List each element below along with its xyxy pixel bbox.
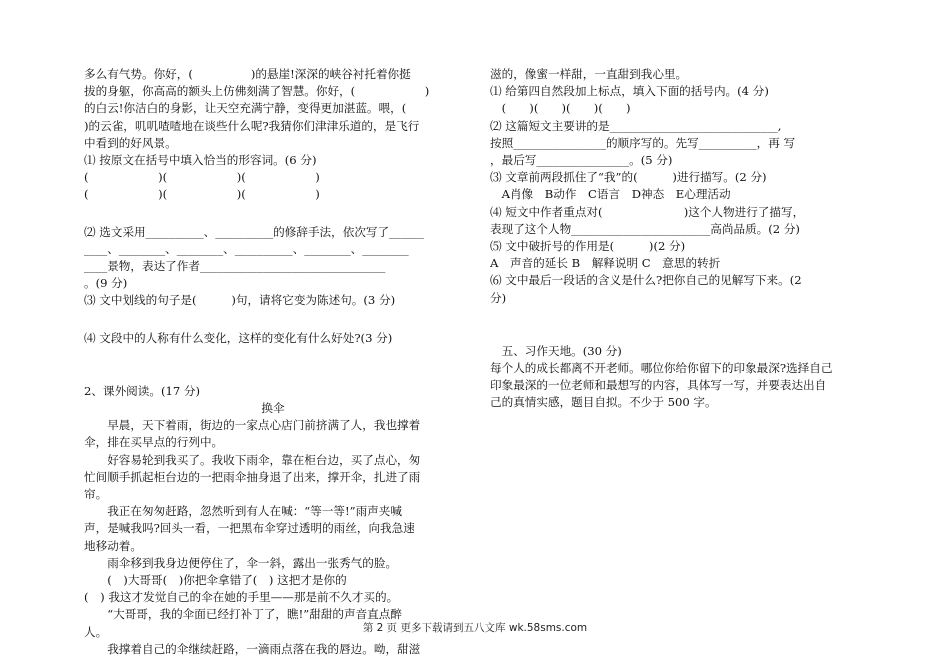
question-2-line: 。(9 分) [84, 276, 128, 291]
text-line: 滋的，像蜜一样甜，一直甜到我心里。 [490, 67, 688, 81]
story-line: 帘。 [84, 487, 108, 502]
story-line: 忙间顺手抓起柜台边的一把雨伞抽身退了出来，撑开伞，扎进了雨 [84, 469, 421, 484]
options-line: A肖像 B动作 C语言 D神态 E心理活动 [490, 187, 731, 202]
text-line: )的云雀，叽叽喳喳地在谈些什么呢?我猜你们津津乐道的，是飞行 [84, 118, 420, 133]
text-line: 多么有气势。你好，( )的悬崖!深深的峡谷衬托着你挺 [84, 67, 411, 81]
question-2-line: ____、________、________、__________、________、________ [84, 241, 409, 256]
essay-line: 己的真情实感，题目自拟。不少于 500 字。 [490, 395, 717, 410]
story-line: 地移动着。 [84, 538, 142, 553]
section-heading: 2、课外阅读。(17 分) [84, 383, 201, 398]
story-title: 换伞 [261, 401, 285, 416]
story-line: ( )大哥哥( )你把伞拿错了( ) 这把才是你的 [84, 573, 347, 588]
question-1: ⑴ 给第四自然段加上标点，填入下面的括号内。(4 分) [490, 84, 769, 99]
story-line: 人。 [84, 624, 108, 639]
essay-line: 每个人的成长都离不开老师。哪位你给你留下的印象最深?选择自己 [490, 361, 833, 376]
text-line: 中看到的好风景。 [84, 135, 177, 150]
question-3: ⑶ 文中划线的句子是( )句，请将它变为陈述句。(3 分) [84, 293, 396, 308]
options-line: A 声音的延长 B 解释说明 C 意思的转折 [490, 256, 721, 271]
story-line: 伞，排在买早点的行列中。 [84, 435, 224, 450]
question-6: ⑹ 文中最后一段话的含义是什么?把你自己的见解写下来。(2 [490, 273, 802, 288]
question-5: ⑸ 文中破折号的作用是( )(2 分) [490, 239, 686, 254]
question-2: ⑵ 选文采用__________、__________的修辞手法，依次写了______ [84, 224, 424, 239]
page-footer: 第 2 页 更多下载请到五八文库 wk.58sms.com [362, 622, 588, 634]
question-2-line: 按照________________的顺序写的。先写__________，再 写 [490, 135, 796, 150]
story-line: “大哥哥，我的伞面已经打补丁了，瞧!”甜甜的声音直点醉 [84, 607, 402, 622]
answer-blanks: ( )( )( )( ) [490, 101, 631, 116]
answer-blanks: ( )( )( ) [84, 187, 320, 202]
text-line: 拔的身躯，你高高的额头上仿佛刻满了智慧。你好，( ) [84, 84, 430, 99]
question-3: ⑶ 文章前两段抓住了“我”的( )进行描写。(2 分) [490, 170, 767, 185]
story-line: 我正在匆匆赶路，忽然听到有人在喊：“等一等!”雨声夹喊 [84, 504, 402, 519]
question-4-line: 表现了这个人物________________________高尚品质。(2 分) [490, 221, 800, 236]
question-4: ⑷ 文段中的人称有什么变化，这样的变化有什么好处?(3 分) [84, 330, 393, 345]
story-line: 早晨，天下着雨，街边的一家点心店门前挤满了人，我也撑着 [84, 418, 421, 433]
story-line: 声，是喊我吗?回头一看，一把黑布伞穿过透明的雨丝，向我急速 [84, 521, 415, 536]
essay-line: 印象最深的一位老师和最想写的内容，具体写一写，并要表达出自 [490, 378, 827, 393]
story-line: 雨伞移到我身边便停住了，伞一斜，露出一张秀气的脸。 [84, 555, 398, 570]
question-4: ⑷ 短文中作者重点对( )这个人物进行了描写， [490, 204, 805, 219]
question-1: ⑴ 按原文在括号中填入恰当的形容词。(6 分) [84, 153, 317, 168]
question-6-line: 分) [490, 290, 507, 305]
answer-blanks: ( )( )( ) [84, 170, 320, 185]
section-heading: 五、习作天地。(30 分) [490, 343, 622, 358]
left-column [84, 66, 462, 658]
story-line: ( ) 我这才发觉自己的伞在她的手里——那是前不久才买的。 [84, 590, 399, 605]
story-line: 我撑着自己的伞继续赶路，一滴雨点落在我的唇边。呦，甜滋 [84, 641, 421, 656]
question-2: ⑵ 这篇短文主要讲的是_____________________________, [490, 118, 782, 133]
text-line: 的白云!你洁白的身影，让天空充满宁静，变得更加湛蓝。喂，( [84, 101, 407, 116]
right-column [490, 66, 880, 412]
question-2-line: ____景物，表达了作者________________________________ [84, 259, 386, 274]
question-2-line: ，最后写________________。(5 分) [490, 153, 673, 168]
story-line: 好容易轮到我买了。我收下雨伞，靠在柜台边，买了点心，匆 [84, 452, 421, 467]
